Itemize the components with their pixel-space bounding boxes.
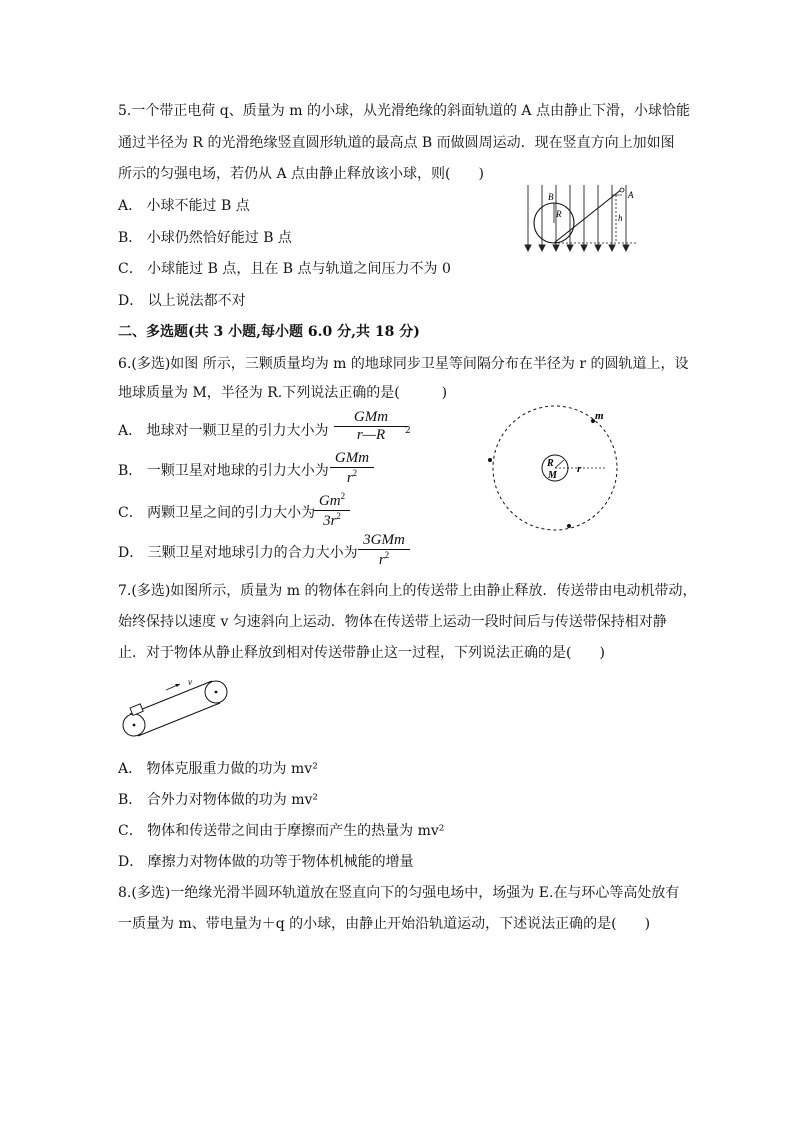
q6-d-numerator: 3GMm (363, 532, 405, 548)
q6-label-r-earth: R (547, 458, 554, 469)
q6-b-denominator: r (346, 470, 353, 486)
q6-c-denominator: 3r (323, 513, 337, 529)
q6-label-m: m (595, 410, 604, 422)
q5-option-c: C． 小球能过 B 点，且在 B 点与轨道之间压力不为 0 (118, 261, 451, 277)
q7-option-c: C． 物体和传送带之间由于摩擦而产生的热量为 mv² (118, 823, 445, 839)
q6-c-numerator-exponent: 2 (340, 491, 346, 501)
section-heading-multi-choice: 二、多选题(共 3 小题,每小题 6.0 分,共 18 分) (118, 324, 420, 340)
q5-stem-line3: 所示的匀强电场，若仍从 A 点由静止释放该小球，则( ) (118, 166, 484, 182)
q7-label-v: v (188, 677, 192, 687)
q7-stem-line3: 止．对于物体从静止释放到相对传送带静止这一过程，下列说法正确的是( ) (118, 645, 605, 661)
q5-label-h: h (618, 213, 623, 223)
q6-a-exponent: 2 (405, 426, 411, 436)
q6-option-a: A． 地球对一颗卫星的引力大小为 (118, 423, 329, 439)
q6-label-r-orbit: r (577, 463, 582, 475)
q7-stem-line1: 7.(多选)如图所示，质量为 m 的物体在斜向上的传送带上由静止释放．传送带由电动机带动， (118, 583, 697, 599)
q5-label-b: B (548, 192, 554, 202)
q8-stem-line1: 8.(多选)一绝缘光滑半圆环轨道放在竖直向下的匀强电场中，场强为 E.在与环心等高处放有 (118, 885, 680, 901)
q7-option-b: B． 合外力对物体做的功为 mv² (118, 792, 318, 808)
q6-option-d-formula (358, 532, 410, 569)
q5-label-a: A (628, 190, 634, 200)
q6-a-numerator: GMm (353, 409, 389, 425)
q6-d-exponent: 2 (384, 550, 390, 560)
q5-option-d: D． 以上说法都不对 (118, 293, 246, 309)
q6-stem-line2: 地球质量为 M，半径为 R.下列说法正确的是( ) (118, 385, 448, 401)
q5-stem-line2: 通过半径为 R 的光滑绝缘竖直圆形轨道的最高点 B 而做圆周运动．现在竖直方向上加如图 (118, 135, 675, 151)
q7-option-d: D． 摩擦力对物体做的功等于物体机械能的增量 (118, 854, 414, 870)
q6-option-d: D． 三颗卫星对地球引力的合力大小为 (118, 545, 358, 561)
q5-figure-track-field (518, 183, 638, 255)
q6-label-m-earth: M (548, 470, 557, 481)
q6-c-denominator-exponent: 2 (336, 511, 341, 521)
q6-a-denominator: r—R (356, 427, 386, 443)
q5-stem-line1: 5.一个带正电荷 q、质量为 m 的小球，从光滑绝缘的斜面轨道的 A 点由静止下滑，小球恰能 (118, 103, 690, 119)
q6-stem-line1: 6.(多选)如图 所示，三颗质量均为 m 的地球同步卫星等间隔分布在半径为 r 的圆轨道上，设 (118, 356, 689, 372)
q6-option-c-formula (314, 491, 350, 530)
q6-figure-orbit (485, 403, 635, 533)
q6-d-denominator: r (378, 552, 385, 568)
q5-label-r: R (556, 209, 562, 219)
q8-stem-line2: 一质量为 m、带电量为＋q 的小球，由静止开始沿轨道运动，下述说法正确的是( ) (118, 916, 651, 932)
q7-stem-line2: 始终保持以速度 v 匀速斜向上运动．物体在传送带上运动一段时间后与传送带保持相对静 (118, 614, 667, 630)
q7-option-a: A． 物体克服重力做的功为 mv² (118, 761, 318, 777)
q6-b-numerator: GMm (334, 450, 370, 466)
q6-option-b-formula (330, 450, 374, 487)
q6-b-exponent: 2 (352, 468, 358, 478)
q6-option-a-formula (334, 409, 408, 444)
q5-option-b: B． 小球仍然恰好能过 B 点 (118, 230, 292, 246)
q5-option-a: A． 小球不能过 B 点 (118, 198, 250, 214)
q6-option-c: C． 两颗卫星之间的引力大小为 (118, 505, 316, 521)
q7-figure-conveyor (118, 676, 233, 746)
q6-option-b: B． 一颗卫星对地球的引力大小为 (118, 463, 329, 479)
q6-c-numerator: Gm (318, 493, 341, 509)
